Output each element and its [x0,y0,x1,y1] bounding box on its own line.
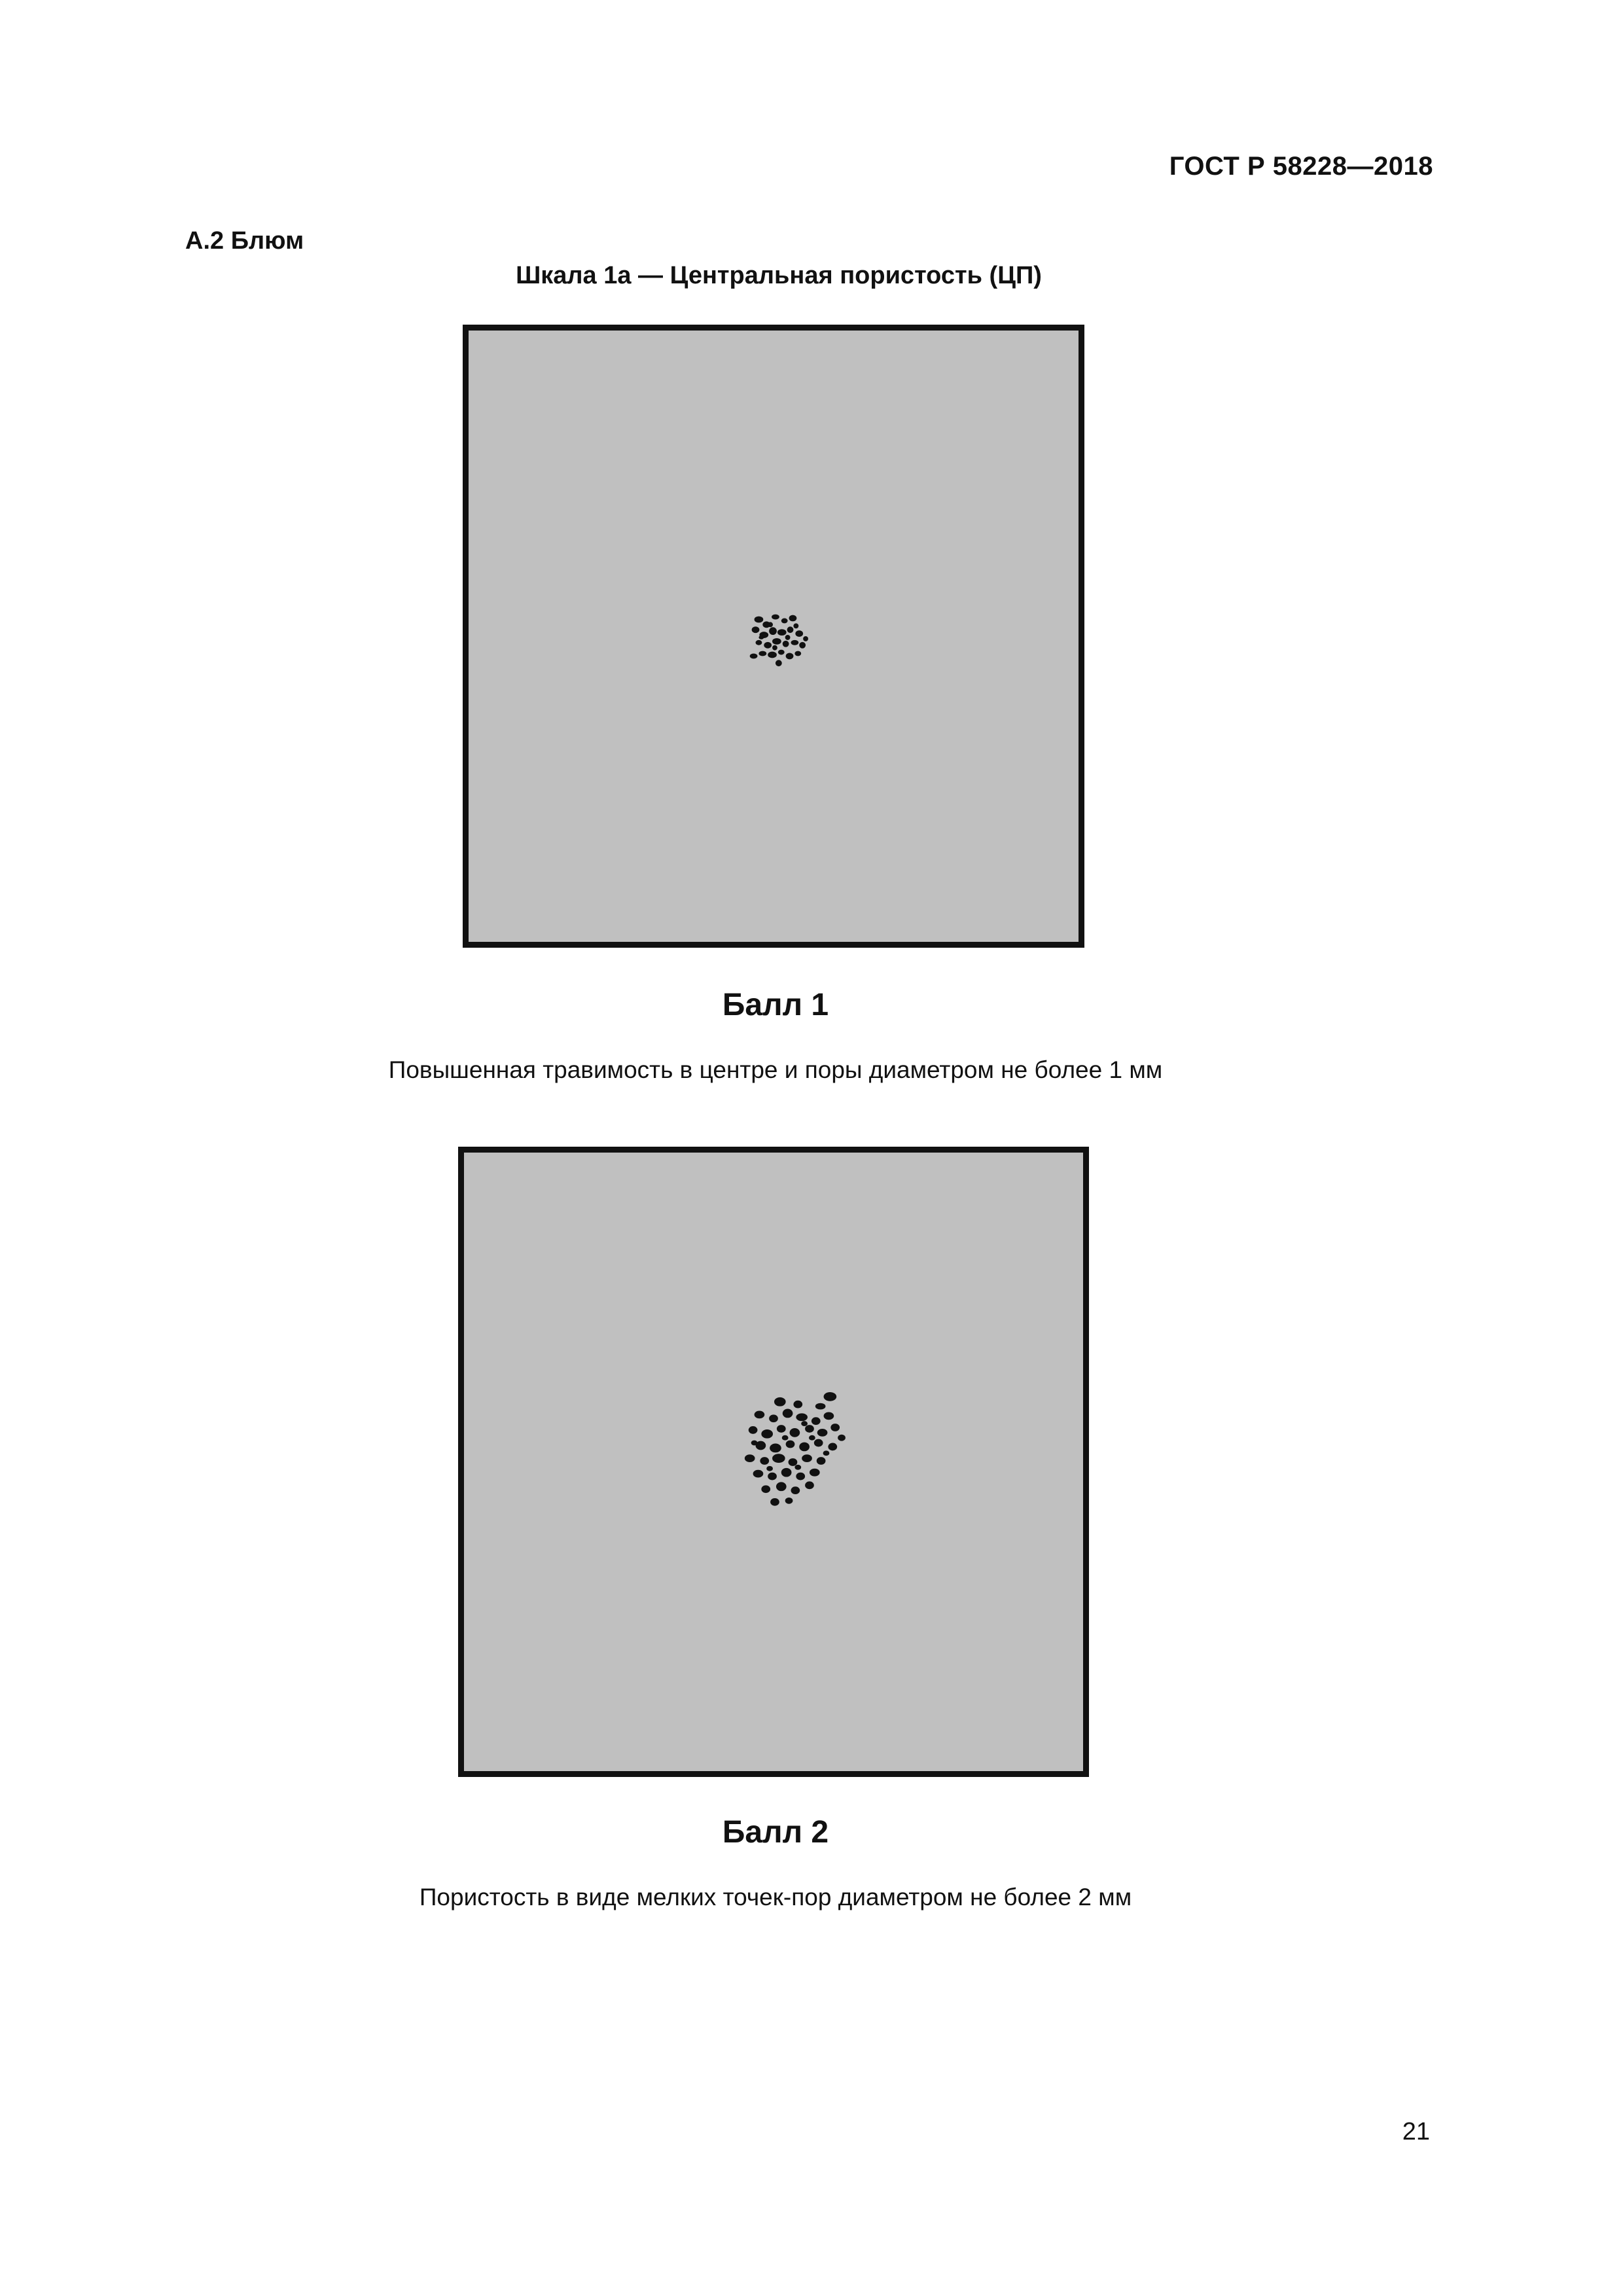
grade-1-label: Балл 1 [722,988,829,1022]
document-code: ГОСТ Р 58228—2018 [1169,152,1433,181]
porosity-pattern-grade-2 [464,1153,1083,1771]
scale-caption: Шкала 1а — Центральная пористость (ЦП) [516,262,1042,289]
grade-2-description: Пористость в виде мелких точек-пор диаметром не более 2 мм [419,1884,1132,1910]
macrostructure-image-grade-2 [458,1147,1089,1777]
grade-2-label: Балл 2 [722,1815,829,1850]
porosity-pattern-grade-1 [469,331,1079,942]
grade-1-description: Повышенная травимость в центре и поры диаметром не более 1 мм [388,1056,1163,1083]
section-heading: А.2 Блюм [185,227,304,255]
page-number: 21 [1402,2118,1430,2145]
macrostructure-image-grade-1 [463,325,1084,948]
